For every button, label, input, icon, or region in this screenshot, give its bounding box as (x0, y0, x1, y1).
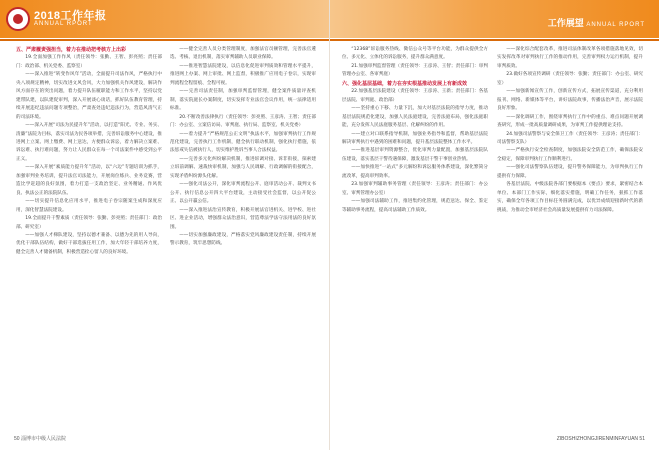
body-paragraph: ——推进基层审判资源整合，优化审判力量配置，加强基层法院队伍建设，落实基层干警待遇保障，激发基层干警干事创业热情。 (342, 148, 488, 162)
body-paragraph: ——深化调研工作，围绕审判执行工作中的重点、难点问题开展调查研究，形成一批高质量调研成果，为审判工作提供理论支持。 (497, 114, 643, 129)
section-title (548, 16, 645, 29)
right-header-band (330, 0, 659, 38)
body-paragraph: ——完善多元化纠纷解决机制，推进诉调对接、诉非衔接，探索建立诉前调解、速裁快审机制，加强与人民调解、行政调解的衔接配合，实现矛盾纠纷源头化解。 (170, 156, 316, 179)
left-column-1 (16, 46, 162, 420)
body-paragraph: ——完善司法责任制，加强审判监督管理，健全案件质量评查机制，落实院庭长办案制度，切实发挥专业法官会议作用，统一法律适用标准。 (170, 89, 316, 112)
section-title-cn: 工作展望 (547, 18, 584, 28)
body-paragraph: 23.加强审判辅助事务管理（责任领导：王彦涛；责任部门：办公室、审判管理办公室） (342, 182, 488, 196)
body-paragraph: ——建立对口联系指导机制，加强业务指导和监督，帮助基层法院解决审判执行中遇到的困难和问题，提升基层法院整体工作水平。 (342, 131, 488, 145)
left-page-footer: 50 淄博市中级人民法院 (14, 436, 66, 442)
left-column-2 (170, 46, 316, 420)
body-paragraph: ——深化综合配套改革，推进司法体制改革各项措施落地见效，切实发挥改革对审判执行工作的推动作用，完善审判权力运行机制，提升审判质效。 (497, 47, 643, 69)
body-paragraph: ——加强司法辅助工作，推进集约化管理，规范送达、保全、鉴定等辅助事务流程，提高司法辅助工作质效。 (342, 199, 488, 213)
report-subtitle: ANNUAL RPORT (34, 21, 93, 27)
body-paragraph: ——强化司法警察队伍建设，提升警务保障能力，为审判执行工作提供有力保障。 (497, 165, 643, 179)
body-paragraph: ——深入开展“素质能力提升年”活动，以“六边”专题培训为抓手，加强审判业务培训，提升法官司法能力，开展岗位练兵、业务竞赛，营造比学赶超的良好氛围，着力打造一支政治坚定、业务精通、作风优良、执法公正的法院队伍。 (16, 165, 162, 196)
body-paragraph: ——深入推进法治宣传教育，积极开展法官进机关、进学校、进社区、进企业活动，增强群众法治意识，营造尊法学法守法用法的良好氛围。 (170, 207, 316, 230)
body-paragraph: 21.加强审判监督管理（责任领导：王彦涛、王智；责任部门：审判管理办公室、各审判庭） (342, 63, 488, 78)
body-paragraph: ——坚持重心下移、力量下沉，加大对基层法院的指导力度，推动基层法院规范化建设，加强人民法庭建设，完善法庭布局，强化法庭职能，充分发挥人民法庭服务基层、化解纠纷的作用。 (342, 106, 488, 129)
body-paragraph: 19.全面加强工作作风（责任领导：张勤、王智、彭亮照；责任部门：政治部、机关党委、监察室） (16, 55, 162, 69)
report-year-title: 2018工作年报 (34, 10, 107, 22)
section-heading: 五、严肃履责强担当，着力在推动把考核方上出彩 (16, 47, 127, 53)
body-paragraph: ——加强人才梯队建设，坚持以德才兼备、以德为先的用人导向，优化干部队伍结构，做好干部选拔任用工作，加大年轻干部培养力度，健全完善人才储备机制，积极营造拴心留人的良好环境。 (16, 232, 162, 255)
body-paragraph: 23.做好各项宣传调研（责任领导：张勤；责任部门：办公室、研究室） (497, 72, 643, 86)
body-paragraph: ——强化司法公开，深化审判流程公开、庭审活动公开、裁判文书公开、执行信息公开四大平台建设，主动接受社会监督，以公开促公正、以公开赢公信。 (170, 182, 316, 205)
header-rule (0, 39, 329, 41)
body-paragraph: 20.不断改善法律执行（责任领导：彭亮照、王彦涛、王智；责任部门：办公室、立案信访局、审判庭、执行局、监察室、机关党委） (170, 114, 316, 129)
court-emblem-icon (6, 7, 30, 31)
body-paragraph: 19.全面提升干警素质（责任领导：张勤、彭亮照；责任部门：政治部、研究室） (16, 216, 162, 230)
header-rule (330, 39, 659, 41)
body-paragraph: ——加快推进“一站式”多元解纷和诉讼服务体系建设，深化繁简分流改革，提高审判效率。 (342, 165, 488, 179)
body-paragraph: 22.加强基层法院建设（责任领导：王彦涛、王新；责任部门：各基层法院、审判庭、政治部） (342, 89, 488, 103)
body-paragraph: ——健全完善人员分类管理制度，加强法官员额管理，完善法官遴选、考核、退出机制，落实审判辅助人员职业保障。 (170, 47, 316, 61)
body-paragraph: ——严格执行安全检查制度，加强法院安全防范工作，确保法院安全稳定，保障审判执行工作顺利进行。 (497, 148, 643, 162)
left-header-band (0, 0, 329, 38)
body-paragraph: 各基层法院、中级法院各部门要根据本《要点》要求，紧密结合本单位、本部门工作实际，细化落实措施，明确工作任务，狠抓工作落实，确保全年各项工作目标任务圆满完成，以优异成绩迎接新时代的新挑战，为推动全市经济社会高质量发展提供有力司法保障。 (497, 182, 643, 213)
body-paragraph: ——深入开展“司法为民提升年”活动，以打造“阳光、专业、务实、清廉”法院为目标，落实司法为民各项举措，完善诉讼服务中心建设，推进网上立案、网上缴费、网上送达，方便群众诉讼，着力解决立案难、诉讼难、执行难问题，努力让人民群众在每一个司法案件中感受到公平正义。 (16, 123, 162, 162)
body-paragraph: ——深入推进“转变作风年”活动，全面提升司法作风，严格执行中央八项规定精神，切实改进文风会风，大力加强机关作风建设，解决作风方面存在的突出问题，着力提升队伍履职能力和工作水平，坚持以党建带队建，以队建促审判，深入开展谈心谈话，抓好队伍教育管理，持续开展违纪违法问题专项整治，严肃查处违纪违法行为，营造风清气正的司法环境。 (16, 72, 162, 120)
right-page (330, 0, 659, 450)
body-paragraph: ——推进智慧法院建设，以信息化促进审判质效和管理水平提升，推进网上办案、网上审批、网上监督，积极推广应用电子卷宗，实现审判流程全程留痕、全程可视。 (170, 63, 316, 86)
section-title-en: ANNUAL RPORT (586, 22, 645, 28)
right-page-footer: ZIBOSHIZHONGJIRENMINFAYUAN 51 (556, 436, 645, 442)
body-paragraph: 24.加强司法警察与安全保卫工作（责任领导：王彦涛；责任部门：司法警察支队） (497, 131, 643, 145)
body-paragraph: ——加强新闻宣传工作，创新宣传方式，拓展宣传渠道，充分利用报刊、网络、新媒体等平台，讲好法院故事，传播法治声音，展示法院良好形象。 (497, 89, 643, 112)
body-paragraph: “12368”诉讼服务热线、微信公众号等平台功能，为群众提供全方位、多元化、立体化的诉讼服务，提升群众满意度。 (342, 47, 488, 61)
left-page (0, 0, 329, 450)
body-paragraph: ——切实加强廉政建设，严格落实党风廉政建设责任制，持续开展警示教育，筑牢思想防线。 (170, 232, 316, 247)
right-column-1 (342, 46, 488, 420)
body-paragraph: ——切实提升信息化应用水平，推进电子卷宗随案生成和深度应用，深化智慧法院建设。 (16, 199, 162, 213)
body-paragraph: ——着力提升“严格规范公正文明”执法水平，加强审判执行工作规范化建设，完善执行工作机制，健全执行联动机制，强化执行措施，依法惩戒失信被执行人，切实维护胜诉当事人合法权益。 (170, 131, 316, 154)
section-heading: 六、强化基层基础，着力在夯实根基推动发展上有新成效 (342, 80, 468, 87)
right-column-2 (497, 46, 643, 420)
